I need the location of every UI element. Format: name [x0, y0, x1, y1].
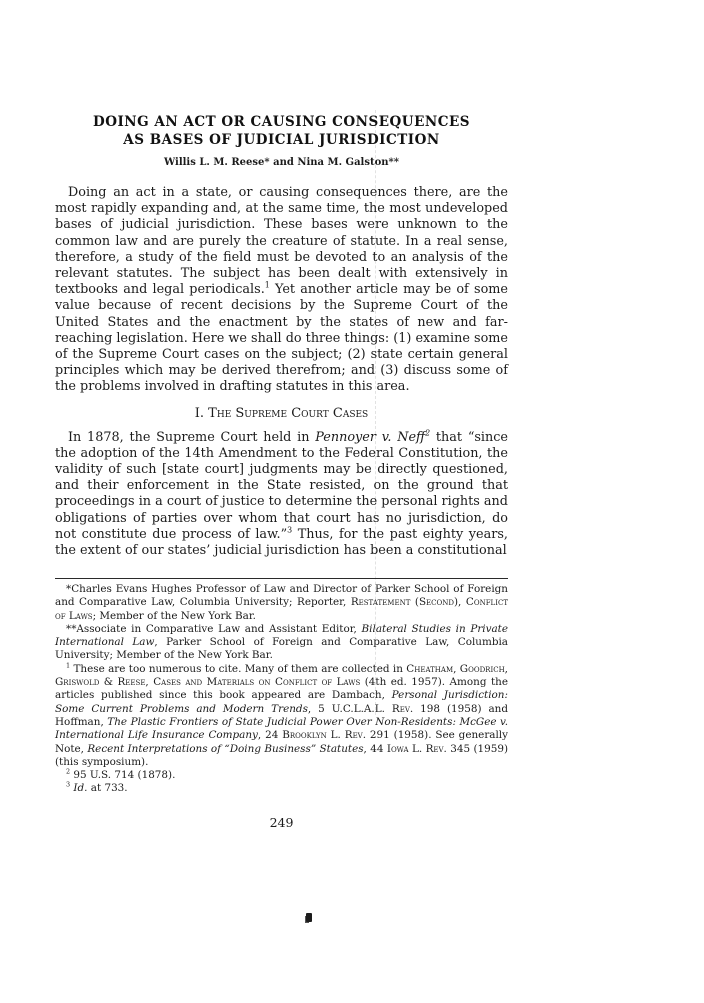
article-body [55, 185, 508, 559]
section-heading: I. The Supreme Court Cases [194, 405, 369, 421]
intro-paragraph: Doing an act in a state, or causing consequences there, are the most rapidly expanding and, at the same time, the most undeveloped bases of judicial jurisdiction. These bases were unknown to the common law and are purely the creature of statute. In a real sense, therefore, a study of the field must be devoted to an analysis of the relevant statutes. The subject has been dealt with extensively in textbooks and legal periodicals.$^1$ Yet another article may be of some value because of recent decisions by the Supreme Court of the United States and the enactment by the states of new and far-reaching legislation. Here we shall do three things: (1) examine some of the Supreme Court cases on the subject; (2) state certain general principles which may be derived therefrom; and (3) discuss some of the problems involved in drafting statutes in this area. [55, 185, 508, 395]
text-column [55, 113, 508, 559]
footnote-block [55, 578, 508, 796]
footnote-author-star: *Charles Evans Hughes Professor of Law and Director of Parker School of Foreign and Comparative Law, Columbia University; Reporter, Restatement (Second), Conflict of Laws; Member of the New York Bar. [55, 583, 508, 622]
page-number: 249 [269, 815, 294, 830]
article-title-line-2: AS BASES OF JUDICIAL JURISDICTION [123, 132, 440, 148]
article-title-line-1: DOING AN ACT OR CAUSING CONSEQUENCES [93, 114, 470, 130]
footnote-author-double-star: **Associate in Comparative Law and Assistant Editor, Bilateral Studies in Private International Law, Parker School of Foreign and Comparative Law, Columbia University; Member of the New York Bar. [55, 622, 508, 662]
footnote-2: $^2$ 95 U.S. 714 (1878). [66, 767, 176, 782]
footnote-separator-rule [55, 578, 508, 579]
footnote-3: $^3$ Id. at 733. [66, 780, 128, 795]
pennoyer-paragraph: In 1878, the Supreme Court held in Pennoyer v. Neff$^2$ that “since the adoption of the 14th Amendment to the Federal Constitution, the validity of such [state court] judgments may be directly questioned, and their enforcement in the State resisted, on the ground that proceedings in a court of justice to determine the personal rights and obligations of parties over whom that court has no jurisdiction, do not constitute due process of law.”$^3$ Thus, for the past eighty years, the extent of our states’ judicial jurisdiction has been a constitutional [55, 428, 508, 559]
ink-blemish-artifact [306, 913, 312, 922]
author-byline: Willis L. M. Reese* and Nina M. Galston** [163, 157, 400, 168]
footnote-1: $^1$ These are too numerous to cite. Many of them are collected in Cheatham, Goodrich, Griswold & Reese, Cases and Materials on Conflict of Laws (4th ed. 1957). Among the articles published since this book appeared are Dambach, Personal Jurisdiction: Some Current Problems and Modern Trends, 5 U.C.L.A.L. Rev. 198 (1958) and Hoffman, The Plastic Frontiers of State Judicial Power Over Non-Residents: McGee v. International Life Insurance Company, 24 Brooklyn L. Rev. 291 (1958). See generally Note, Recent Interpretations of “Doing Business” Statutes, 44 Iowa L. Rev. 345 (1959) (this symposium). [55, 661, 509, 768]
